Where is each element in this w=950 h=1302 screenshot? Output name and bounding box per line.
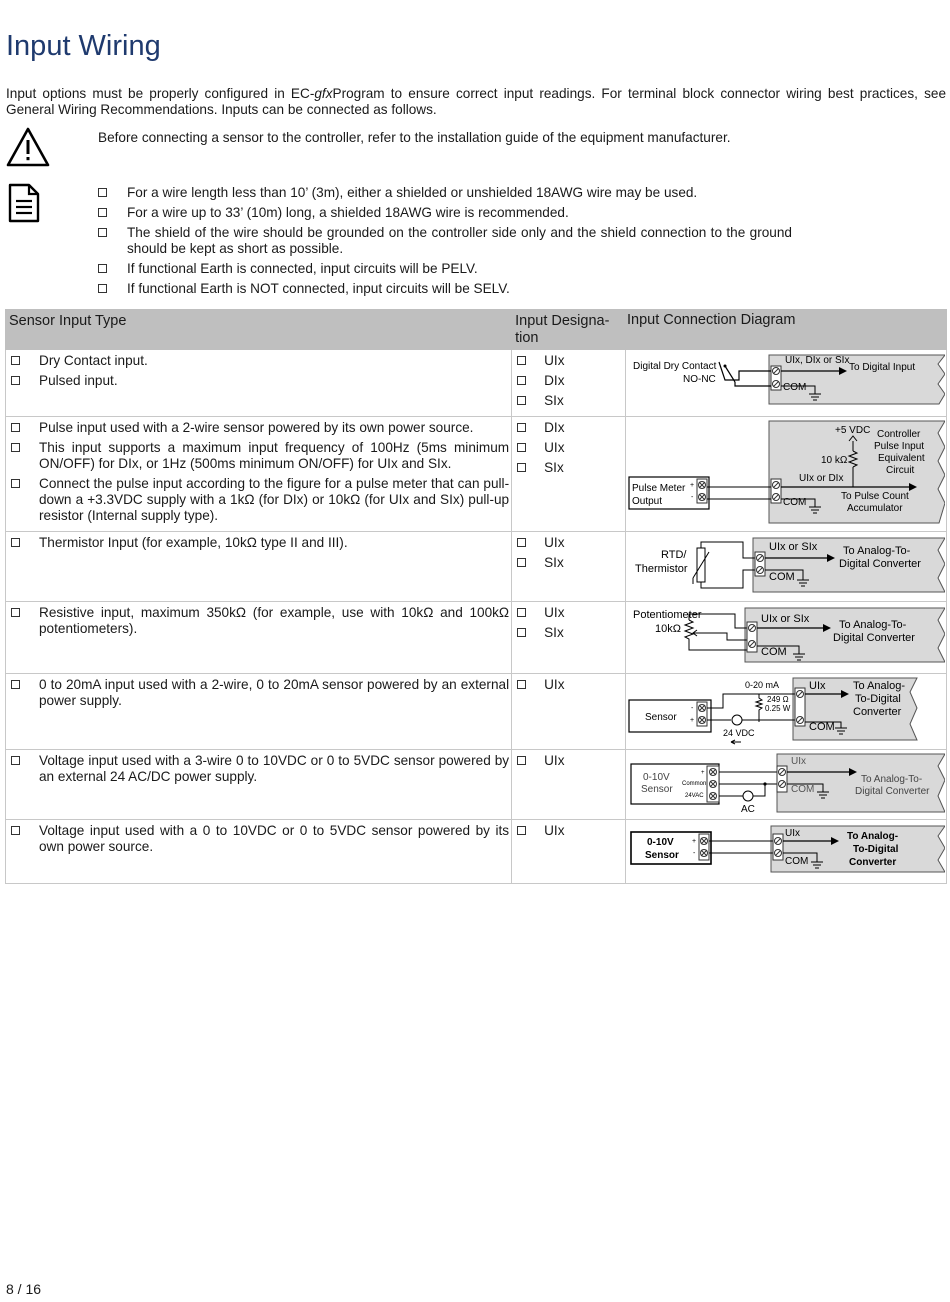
diagram-label: 24VAC	[684, 793, 704, 799]
item-text: 0 to 20mA input used with a 2-wire, 0 to 20mA sensor powered by an external power supply.	[39, 677, 510, 708]
table-row	[6, 350, 947, 417]
checkbox-icon	[11, 479, 20, 488]
header-connection-diagram: Input Connection Diagram	[625, 310, 946, 350]
checkbox-icon	[98, 208, 107, 217]
diagram-label: +	[689, 717, 695, 724]
sensor-type-cell	[6, 674, 512, 750]
checkbox-icon	[98, 228, 107, 237]
dry-contact-diagram	[627, 352, 945, 406]
checkbox-icon	[517, 756, 526, 765]
note-text: If functional Earth is NOT connected, input circuits will be SELV.	[127, 281, 510, 296]
page-number: 8 / 16	[6, 1281, 42, 1297]
table-row	[6, 674, 947, 750]
header-input-designation: Input Designa-tion	[512, 310, 626, 350]
diagram-label: Thermistor	[634, 563, 688, 575]
note-text: The shield of the wire should be grounded on the controller side only and the shield connection to the ground should be kept as short as possible.	[127, 225, 792, 256]
checkbox-icon	[517, 826, 526, 835]
designation-text: DIx	[544, 420, 565, 435]
designation-text: UIx	[544, 440, 565, 455]
note-item	[98, 281, 792, 297]
checkbox-icon	[11, 423, 20, 432]
sensor-type-cell	[6, 532, 512, 602]
designation-item	[515, 677, 623, 693]
notes-list	[98, 185, 792, 301]
document-note-icon	[8, 183, 40, 223]
list-item	[9, 535, 509, 551]
pulse-input-diagram	[627, 419, 945, 525]
designation-text: UIx	[544, 823, 565, 838]
diagram-label: To Analog-	[846, 831, 899, 842]
designation-text: UIx	[544, 753, 565, 768]
designation-item	[515, 823, 623, 839]
table-row	[6, 417, 947, 532]
table-header-row	[6, 310, 947, 350]
designation-text: SIx	[544, 625, 564, 640]
checkbox-icon	[517, 376, 526, 385]
designation-text: UIx	[544, 353, 565, 368]
diagram-label: UIx	[790, 756, 806, 767]
item-text: Voltage input used with a 3-wire 0 to 10VDC or 0 to 5VDC sensor powered by an external 24 AC/DC power supply.	[39, 753, 510, 784]
thermistor-diagram	[627, 534, 945, 596]
diagram-label: UIx or SIx	[768, 541, 818, 553]
checkbox-icon	[517, 396, 526, 405]
header-sensor-input-type: Sensor Input Type	[6, 310, 512, 350]
checkbox-icon	[517, 356, 526, 365]
list-item	[9, 353, 509, 369]
designation-text: UIx	[544, 535, 565, 550]
diagram-label: UIx	[808, 680, 826, 692]
checkbox-icon	[517, 628, 526, 637]
designation-text: DIx	[544, 373, 565, 388]
table-row	[6, 750, 947, 820]
checkbox-icon	[517, 538, 526, 547]
item-text: Pulsed input.	[39, 373, 118, 388]
designation-item	[515, 460, 623, 476]
designation-cell	[512, 602, 626, 674]
diagram-label: To Digital Input	[848, 362, 916, 373]
diagram-cell	[625, 417, 946, 532]
checkbox-icon	[517, 423, 526, 432]
checkbox-icon	[98, 188, 107, 197]
diagram-label: COM	[808, 721, 835, 733]
designation-item	[515, 393, 623, 409]
intro-text-2: Program to ensure correct input readings. For terminal block connector wiring best practices, see General Wiring Recommendations. Inputs can be connected as follows.	[6, 86, 947, 117]
diagram-label: 0-10V	[642, 772, 670, 783]
checkbox-icon	[517, 443, 526, 452]
item-text: Voltage input used with a 0 to 10VDC or 0 to 5VDC sensor powered by its own power source.	[39, 823, 510, 854]
sensor-type-cell	[6, 750, 512, 820]
diagram-label: COM	[790, 784, 815, 795]
designation-text: UIx	[544, 605, 565, 620]
diagram-cell	[625, 602, 946, 674]
diagram-label: COM	[782, 497, 807, 508]
current-input-diagram	[627, 676, 945, 746]
diagram-label: +5 VDC	[834, 425, 871, 436]
note-text: If functional Earth is connected, input circuits will be PELV.	[127, 261, 478, 276]
item-text: Dry Contact input.	[39, 353, 148, 368]
sensor-type-cell	[6, 820, 512, 884]
designation-cell	[512, 750, 626, 820]
checkbox-icon	[517, 463, 526, 472]
diagram-label: To Analog-To-	[842, 545, 911, 557]
note-text: For a wire length less than 10’ (3m), either a shielded or unshielded 18AWG wire may be used.	[127, 185, 698, 200]
checkbox-icon	[517, 608, 526, 617]
diagram-label: To-Digital	[852, 844, 899, 855]
warning-icon	[6, 126, 50, 168]
list-item	[9, 440, 509, 472]
diagram-label: +	[700, 770, 705, 776]
diagram-label: Sensor	[644, 712, 677, 723]
note-item	[98, 225, 792, 257]
diagram-label: Sensor	[640, 784, 673, 795]
checkbox-icon	[11, 376, 20, 385]
diagram-label: +	[689, 482, 695, 489]
input-wiring-table	[5, 309, 947, 884]
table-row	[6, 602, 947, 674]
designation-item	[515, 625, 623, 641]
diagram-label: UIx or SIx	[760, 613, 810, 625]
checkbox-icon	[517, 558, 526, 567]
checkbox-icon	[11, 756, 20, 765]
voltage-own-power-diagram	[627, 822, 945, 878]
diagram-label: 10kΩ	[654, 623, 681, 635]
designation-item	[515, 420, 623, 436]
checkbox-icon	[11, 443, 20, 452]
designation-item	[515, 555, 623, 571]
diagram-cell	[625, 750, 946, 820]
intro-paragraph	[6, 86, 946, 118]
designation-text: SIx	[544, 393, 564, 408]
diagram-label: 0.25 W	[764, 704, 791, 713]
checkbox-icon	[11, 826, 20, 835]
table-row	[6, 820, 947, 884]
diagram-label: Pulse Meter	[631, 483, 686, 494]
designation-cell	[512, 820, 626, 884]
checkbox-icon	[11, 608, 20, 617]
diagram-label: COM	[784, 856, 809, 867]
diagram-cell	[625, 820, 946, 884]
note-item	[98, 261, 792, 277]
diagram-label: -	[690, 705, 694, 712]
page-title: Input Wiring	[6, 30, 161, 62]
diagram-label: Converter	[852, 706, 902, 718]
diagram-label: Digital Dry Contact	[632, 361, 717, 372]
item-text: Thermistor Input (for example, 10kΩ type II and III).	[39, 535, 348, 550]
diagram-label: -	[690, 494, 694, 501]
diagram-label: Accumulator	[846, 503, 903, 514]
diagram-label: Converter	[848, 857, 897, 868]
diagram-label: NO-NC	[682, 374, 716, 385]
checkbox-icon	[98, 284, 107, 293]
designation-item	[515, 440, 623, 456]
diagram-label: -	[692, 850, 696, 857]
diagram-label: RTD/	[660, 549, 687, 561]
diagram-label: To Analog-To-	[860, 774, 923, 785]
list-item	[9, 677, 509, 709]
designation-cell	[512, 674, 626, 750]
diagram-label: 24 VDC	[722, 728, 755, 738]
list-item	[9, 823, 509, 855]
diagram-label: Output	[631, 496, 663, 507]
list-item	[9, 605, 509, 637]
diagram-label: 0-20 mA	[744, 680, 779, 690]
voltage-3wire-diagram	[627, 752, 945, 816]
designation-item	[515, 353, 623, 369]
diagram-label: 0-10V	[646, 837, 674, 848]
checkbox-icon	[11, 356, 20, 365]
diagram-label: COM	[782, 382, 807, 393]
designation-item	[515, 373, 623, 389]
intro-italic: gfx	[314, 86, 333, 101]
item-text: Resistive input, maximum 350kΩ (for example, use with 10kΩ and 100kΩ potentiometers).	[39, 605, 510, 636]
diagram-label: 10 kΩ	[820, 455, 848, 466]
diagram-label: Circuit	[885, 465, 915, 476]
diagram-cell	[625, 350, 946, 417]
designation-item	[515, 753, 623, 769]
checkbox-icon	[11, 538, 20, 547]
designation-text: SIx	[544, 555, 564, 570]
list-item	[9, 420, 509, 436]
diagram-label: Sensor	[644, 850, 679, 861]
diagram-label: Pulse Input	[873, 441, 925, 452]
item-text: This input supports a maximum input frequency of 100Hz (5ms minimum ON/OFF) for DIx, or 1Hz (500ms minimum ON/OFF) for UIx and SIx.	[39, 440, 510, 471]
designation-item	[515, 605, 623, 621]
diagram-label: Equivalent	[877, 453, 925, 464]
designation-text: UIx	[544, 677, 565, 692]
checkbox-icon	[11, 680, 20, 689]
diagram-cell	[625, 532, 946, 602]
designation-cell	[512, 532, 626, 602]
diagram-label: Digital Converter	[832, 632, 915, 644]
designation-cell	[512, 350, 626, 417]
checkbox-icon	[517, 680, 526, 689]
note-item	[98, 185, 792, 201]
diagram-label: UIx or DIx	[798, 473, 844, 484]
diagram-label: +	[691, 838, 697, 845]
diagram-label: AC	[740, 804, 755, 815]
table-row	[6, 532, 947, 602]
diagram-label: COM	[768, 571, 795, 583]
diagram-label: Common	[681, 781, 707, 787]
diagram-label: To Pulse Count	[840, 491, 909, 502]
sensor-type-cell	[6, 350, 512, 417]
diagram-label: Digital Converter	[838, 558, 921, 570]
diagram-label: Digital Converter	[854, 786, 930, 797]
designation-cell	[512, 417, 626, 532]
list-item	[9, 373, 509, 389]
diagram-label: To Analog-To-	[838, 619, 907, 631]
warning-text: Before connecting a sensor to the controller, refer to the installation guide of the equipment manufacturer.	[98, 130, 731, 145]
note-text: For a wire up to 33’ (10m) long, a shielded 18AWG wire is recommended.	[127, 205, 569, 220]
diagram-cell	[625, 674, 946, 750]
list-item	[9, 753, 509, 785]
diagram-label: UIx	[784, 828, 800, 839]
item-text: Connect the pulse input according to the figure for a pulse meter that can pull-down a +3.3VDC supply with a 1kΩ (for DIx) or 10kΩ (for UIx and SIx) pull-up resistor (Internal supply type).	[39, 476, 510, 523]
potentiometer-diagram	[627, 604, 945, 668]
designation-item	[515, 535, 623, 551]
diagram-label: Potentiometer	[632, 609, 702, 621]
diagram-label: UIx, DIx or SIx	[784, 355, 850, 366]
diagram-label: COM	[760, 646, 787, 658]
note-item	[98, 205, 792, 221]
checkbox-icon	[98, 264, 107, 273]
diagram-label: To-Digital	[854, 693, 901, 705]
sensor-type-cell	[6, 417, 512, 532]
intro-text-1: Input options must be properly configured in EC-	[6, 86, 315, 101]
diagram-label: 249 Ω	[766, 695, 789, 704]
diagram-label: To Analog-	[852, 680, 905, 692]
item-text: Pulse input used with a 2-wire sensor powered by its own power source.	[39, 420, 474, 435]
diagram-label: Controller	[876, 429, 921, 440]
list-item	[9, 476, 509, 524]
designation-text: SIx	[544, 460, 564, 475]
sensor-type-cell	[6, 602, 512, 674]
